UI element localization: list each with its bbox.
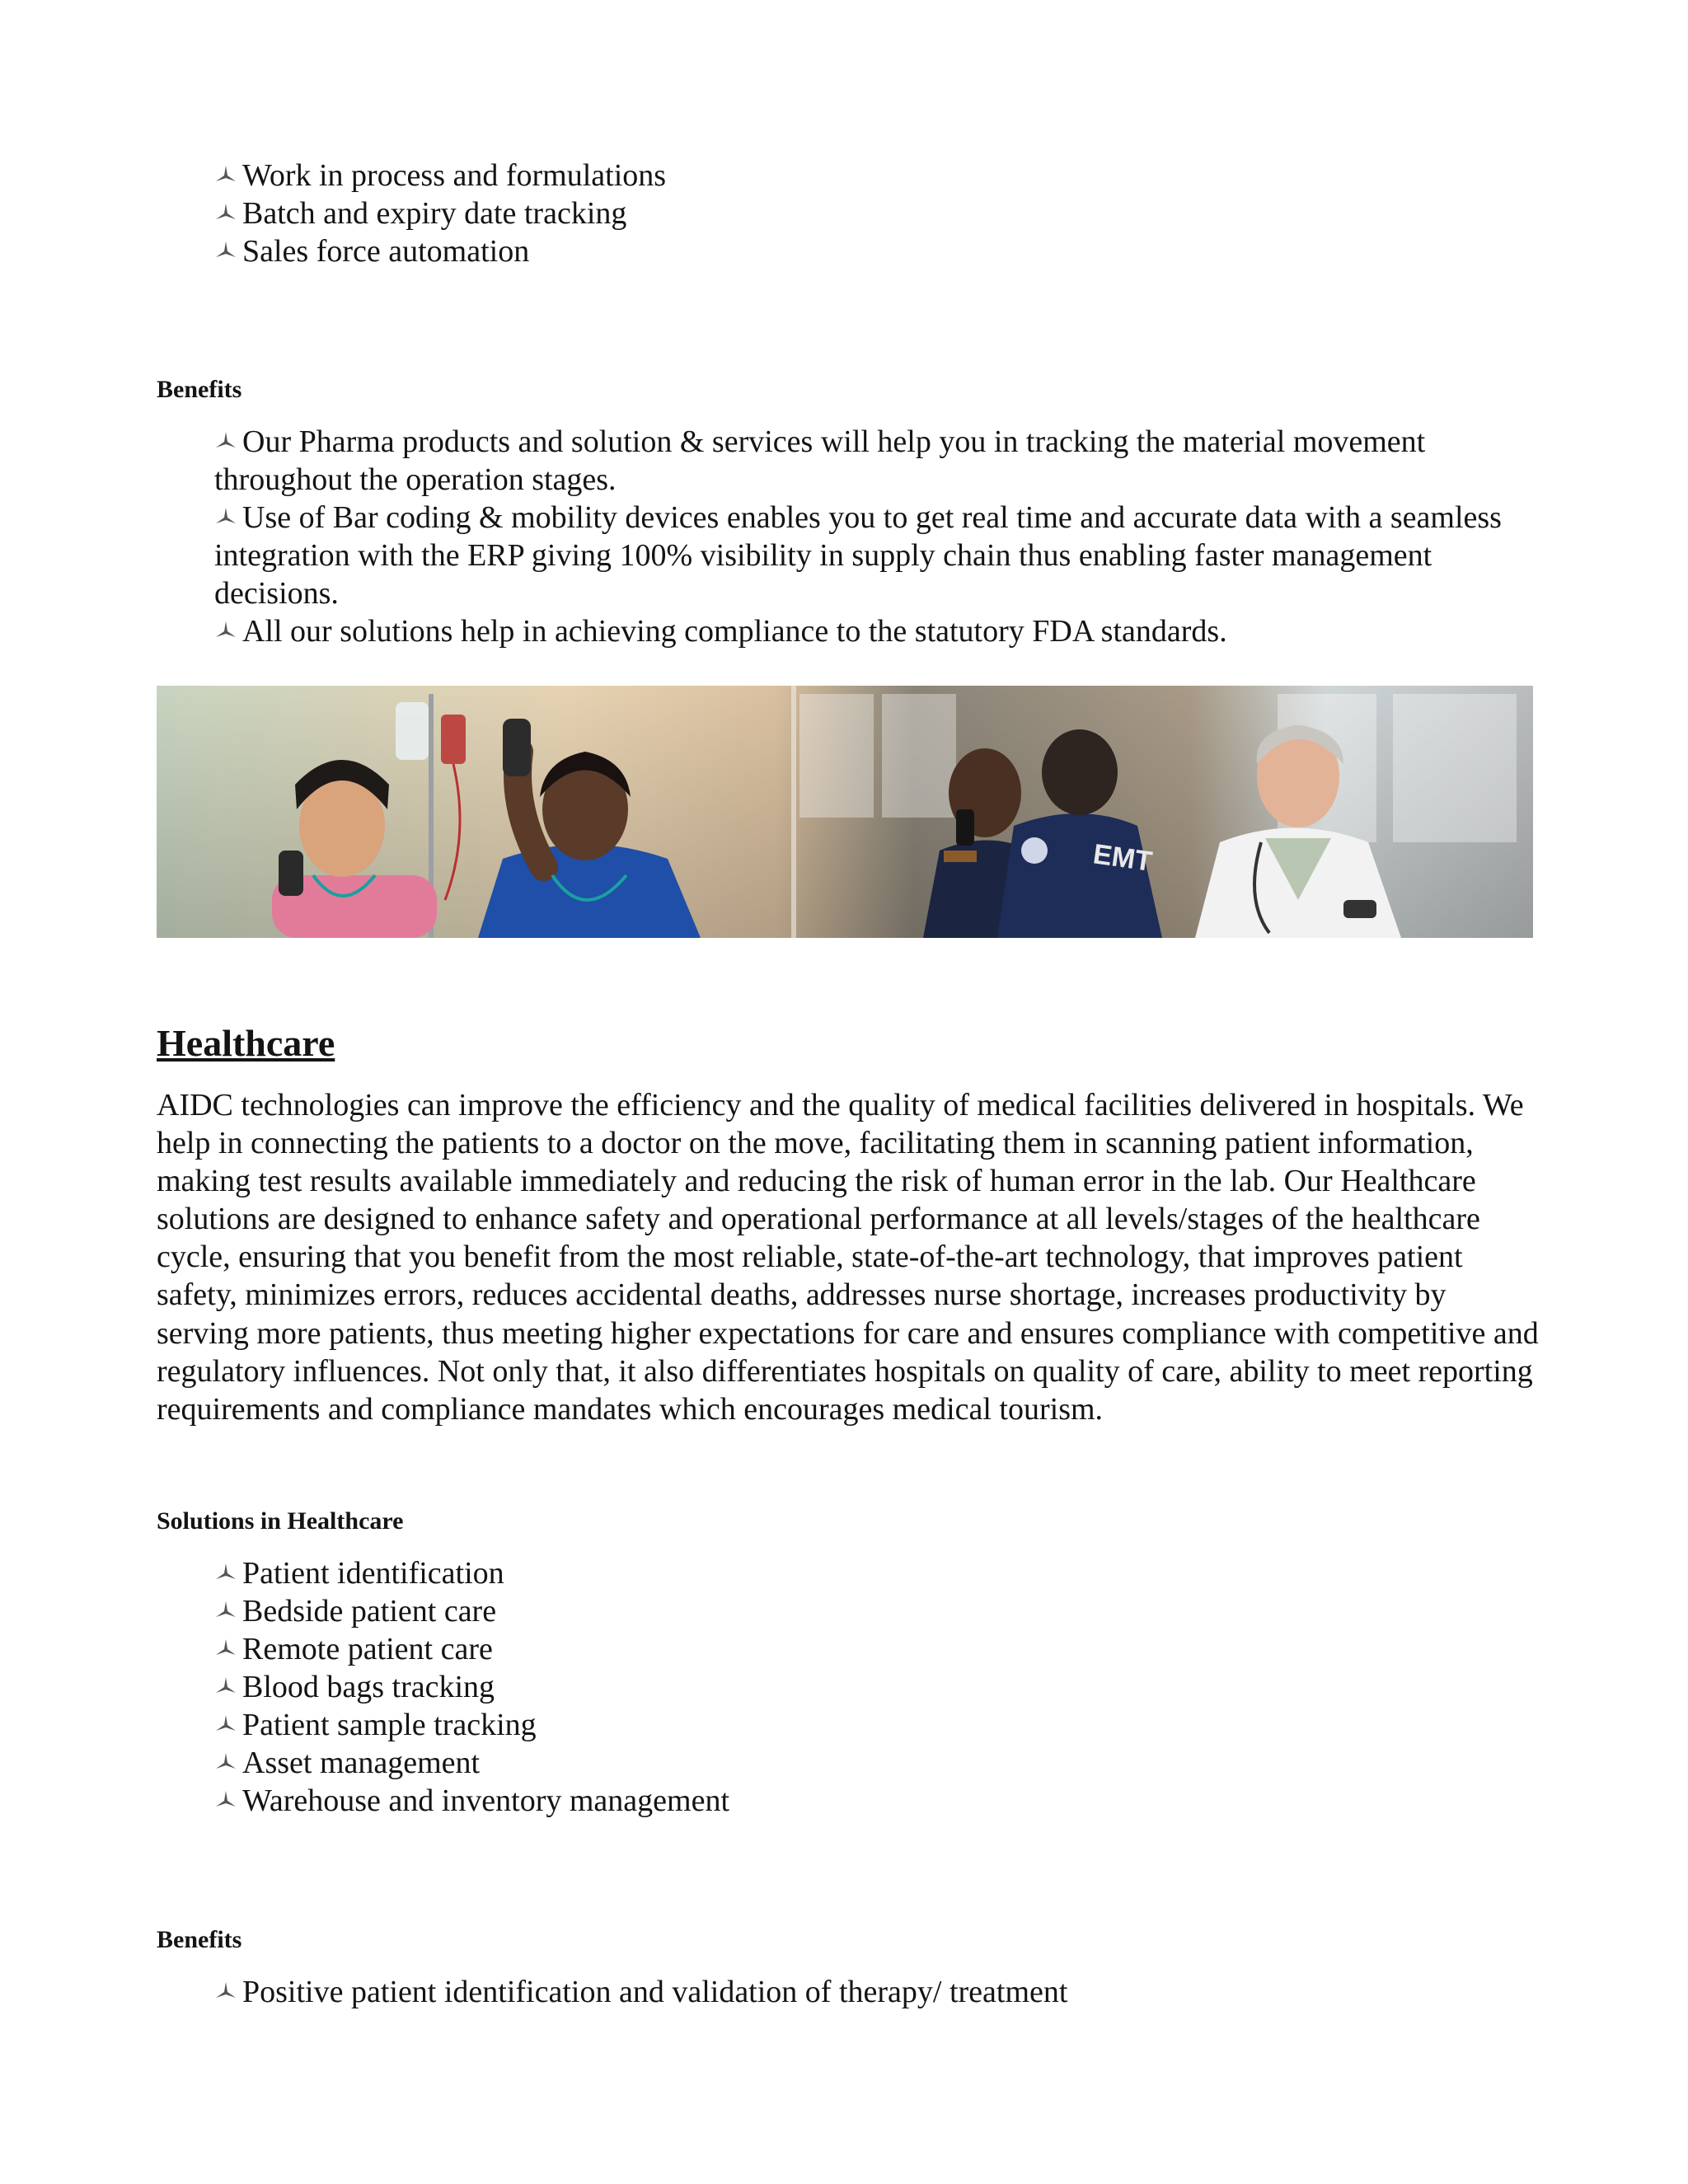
list-item: Warehouse and inventory management [214,1782,1533,1820]
three-point-star-bullet-icon [214,430,237,450]
three-point-star-bullet-icon [214,202,237,222]
list-item: All our solutions help in achieving compliance to the statutory FDA standards. [214,612,1533,650]
healthcare-benefits-section [157,1925,1533,2011]
three-point-star-bullet-icon [214,1789,237,1809]
list-item: Sales force automation [214,232,1533,270]
pharma-benefits-list [157,423,1533,650]
three-point-star-bullet-icon [214,1980,237,2000]
emt-jacket-label: EMT [1090,838,1155,878]
list-item: Patient sample tracking [214,1706,1533,1744]
healthcare-solutions-list [157,1554,1533,1820]
pharma-benefits-heading: Benefits [157,376,242,403]
pharma-solutions-section [157,157,1533,270]
list-item: Bedside patient care [214,1592,1533,1630]
list-item: Asset management [214,1744,1533,1782]
healthcare-banner-image [157,686,1533,938]
list-item: Use of Bar coding & mobility devices enables you to get real time and accurate data with a seamless integration with the ERP giving 100% visibility in supply chain thus enabling faster management decisions. [214,500,1502,611]
three-point-star-bullet-icon [214,620,237,640]
three-point-star-bullet-icon [214,164,237,184]
three-point-star-bullet-icon [214,1638,237,1657]
healthcare-paragraph: AIDC technologies can improve the efficiency and the quality of medical facilities delivered in hospitals. We help in connecting the patients to a doctor on the move, facilitating them in scanning patient information, making test results available immediately and reducing the risk of human error in the lab. Our Healthcare solutions are designed to enhance safety and operational performance at all levels/stages of the healthcare cycle, ensuring that you benefit from the most reliable, state-of-the-art technology, that improves patient safety, minimizes errors, reduces accidental deaths, addresses nurse shortage, increases productivity by serving more patients, thus meeting higher expectations for care and ensures compliance with competitive and regulatory influences. Not only that, it also differentiates hospitals on quality of care, ability to meet reporting requirements and compliance mandates which encourages medical tourism. [157,1088,1539,1427]
list-item: Work in process and formulations [214,157,1533,194]
three-point-star-bullet-icon [214,1675,237,1695]
three-point-star-bullet-icon [214,1600,237,1619]
healthcare-solutions-heading: Solutions in Healthcare [157,1507,404,1535]
three-point-star-bullet-icon [214,1713,237,1733]
list-item: Our Pharma products and solution & services will help you in tracking the material movement throughout the operation stages. [214,424,1426,497]
list-item: Positive patient identification and validation of therapy/ treatment [214,1973,1533,2011]
healthcare-benefits-list [157,1973,1533,2011]
list-item: Batch and expiry date tracking [214,194,1533,232]
three-point-star-bullet-icon [214,506,237,526]
three-point-star-bullet-icon [214,1751,237,1771]
list-item: Patient identification [214,1554,1533,1592]
pharma-solutions-list [157,157,1533,270]
list-item: Remote patient care [214,1630,1533,1668]
three-point-star-bullet-icon [214,240,237,260]
healthcare-solutions-section [157,1507,1533,1820]
pharma-benefits-section [157,375,1533,650]
healthcare-benefits-heading: Benefits [157,1926,242,1953]
three-point-star-bullet-icon [214,1562,237,1582]
list-item: Blood bags tracking [214,1668,1533,1706]
healthcare-title: Healthcare [157,1022,335,1064]
